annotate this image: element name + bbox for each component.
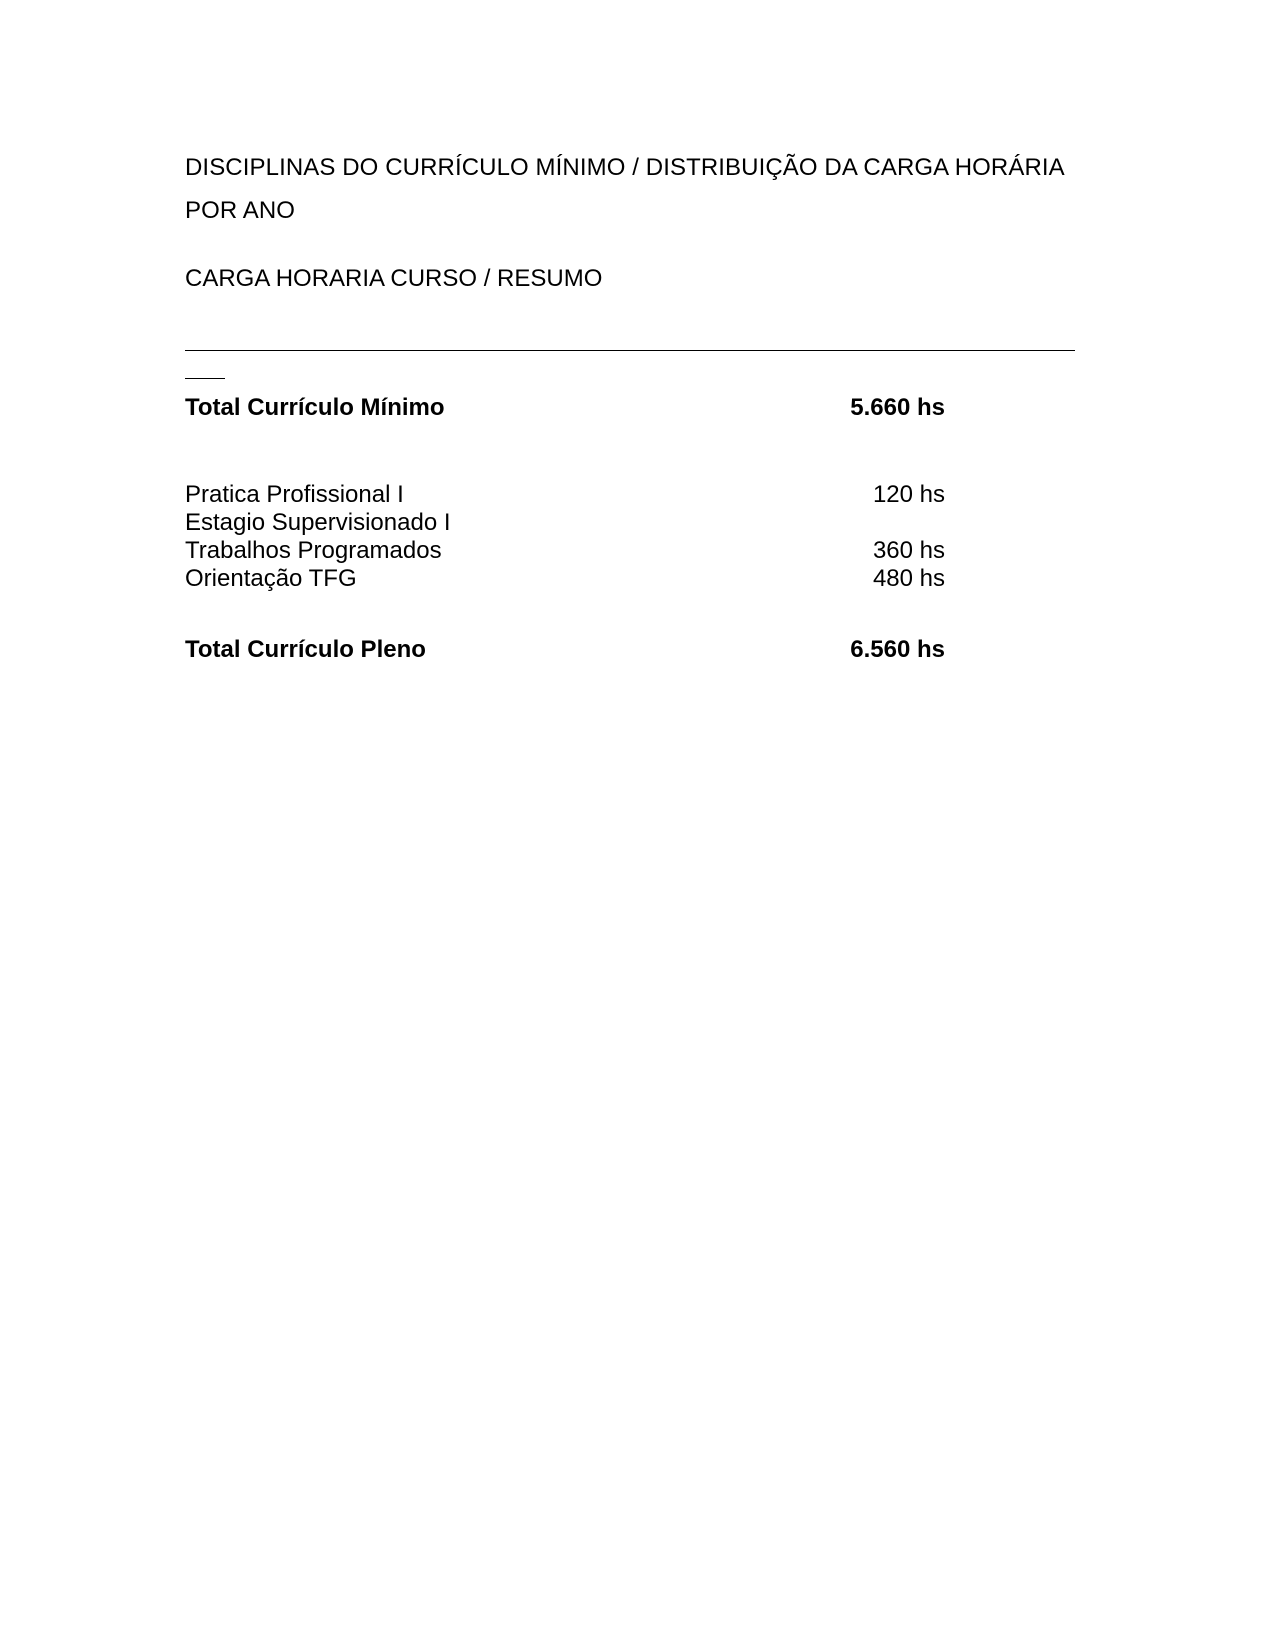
item-label: Pratica Profissional I <box>185 481 404 508</box>
item-label: Estagio Supervisionado I <box>185 509 451 536</box>
item-label: Trabalhos Programados <box>185 537 442 564</box>
document-title: DISCIPLINAS DO CURRÍCULO MÍNIMO / DISTRIBUIÇÃO DA CARGA HORÁRIA POR ANO <box>185 154 1064 224</box>
item-label: Orientação TFG <box>185 565 357 592</box>
separator-line-tail <box>185 378 225 379</box>
total-minimo-label: Total Currículo Mínimo <box>185 394 445 421</box>
total-pleno-label: Total Currículo Pleno <box>185 636 426 663</box>
total-minimo-value: 5.660 hs <box>850 394 945 421</box>
document-subtitle: CARGA HORARIA CURSO / RESUMO <box>185 265 603 292</box>
separator-line <box>185 350 1075 351</box>
item-value: 360 hs <box>872 537 945 564</box>
total-pleno-value: 6.560 hs <box>850 636 945 663</box>
item-value: 480 hs <box>872 565 945 592</box>
item-value: 120 hs <box>872 481 945 508</box>
